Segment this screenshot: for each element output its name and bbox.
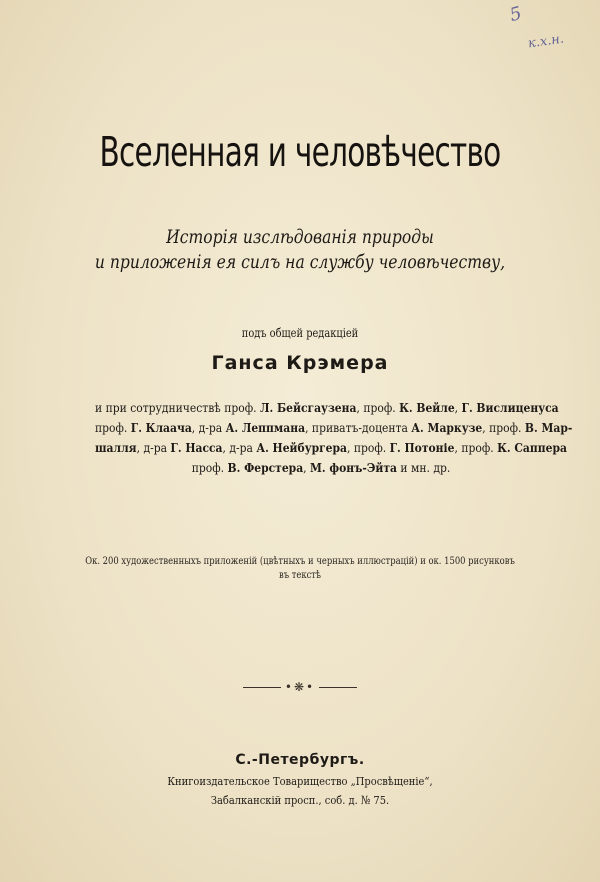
contributors-block	[95, 398, 573, 478]
handwritten-mark: 5	[507, 2, 524, 27]
contributors-line-4: проф. В. Ферстера, М. фонъ-Эйта и мн. др.	[191, 460, 451, 475]
subtitle-line-2: и приложенія ея силъ на службу человѣчеству,	[94, 251, 506, 273]
ornament-glyph: •❋•	[284, 680, 316, 694]
edited-by-label: подъ общей редакціей	[241, 326, 359, 340]
subtitle-line-1: Исторія изслѣдованія природы	[166, 226, 434, 248]
handwritten-mark-2: к.х.н.	[527, 31, 565, 52]
contributors-line-3: шалля, д-ра Г. Насса, д-ра А. Нейбургера, проф. Г. Потоніе, проф. К. Саппера	[95, 440, 567, 455]
contributors-line-2: проф. Г. Клаача, д-ра А. Леппмана, приватъ-доцента А. Маркузе, проф. В. Мар-	[95, 420, 573, 435]
imprint-address: Забалканскій просп., соб. д. № 75.	[210, 793, 390, 807]
editor-name: Ганса Крэмера	[211, 352, 389, 374]
ornament-rule-right	[319, 687, 357, 688]
imprint-publisher: Книгоиздательское Товарищество „Просвѣщеніе“,	[167, 774, 433, 788]
ornament-rule-left	[243, 687, 281, 688]
illustrations-note-line-1: Ок. 200 художественныхъ приложеній (цвѣтныхъ и черныхъ иллюстрацій) и ок. 1500 рисунковъ	[85, 556, 515, 567]
illustrations-note-line-2: въ текстѣ	[278, 570, 322, 581]
imprint-city: С.-Петербургъ.	[235, 752, 365, 768]
contributors-line-1: и при сотрудничествѣ проф. Л. Бейсгаузена, проф. К. Вейле, Г. Вислиценуса	[95, 400, 559, 415]
book-title: Вселенная и человѣчество	[99, 128, 501, 176]
ornament-divider	[0, 680, 600, 694]
